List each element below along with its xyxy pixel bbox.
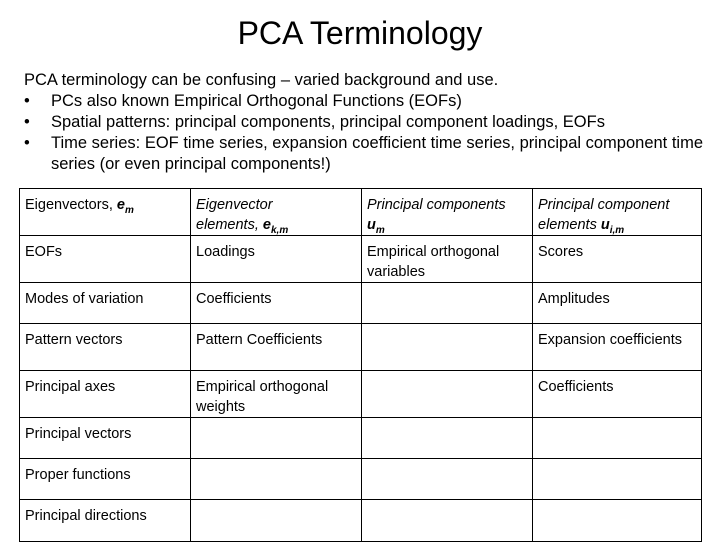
header-text: elements: [538, 216, 601, 233]
table-cell: [362, 500, 533, 542]
table-row: [20, 459, 702, 500]
table-cell: [362, 324, 533, 371]
page-title: PCA Terminology: [237, 15, 483, 51]
header-cell-principal-component-elements: [533, 189, 702, 236]
table-cell: Loadings: [191, 236, 362, 283]
bullet-item: [24, 133, 704, 175]
bullet-dot: •: [24, 92, 30, 110]
intro-text-block: [24, 70, 704, 175]
table-cell: Principal directions: [20, 500, 191, 542]
table-cell: Proper functions: [20, 459, 191, 500]
subscript: k,m: [270, 224, 289, 236]
table-cell: [533, 459, 702, 500]
table-row: [20, 324, 702, 371]
table-cell: [533, 418, 702, 459]
bullet-text: Time series: EOF time series, expansion coefficient time series, principal component time series (or even principal components!): [51, 134, 704, 173]
table-row: [20, 371, 702, 418]
symbol-u: u: [600, 216, 610, 233]
table-row: [20, 418, 702, 459]
header-cell-principal-components: [362, 189, 533, 236]
table-row: [20, 236, 702, 283]
table-row: [20, 283, 702, 324]
header-text: Principal components: [367, 197, 506, 213]
subscript: i,m: [609, 224, 625, 236]
table-cell: Empirical orthogonal variables: [362, 236, 533, 283]
table-cell: Scores: [533, 236, 702, 283]
table-cell: [191, 459, 362, 500]
table-cell: Empirical orthogonal weights: [191, 371, 362, 418]
table-cell: [533, 500, 702, 542]
terminology-table: [19, 188, 702, 542]
header-text: Principal component: [538, 197, 670, 213]
table-cell: [362, 418, 533, 459]
subscript: m: [375, 224, 385, 236]
header-cell-eigenvectors: [20, 189, 191, 236]
header-text: elements,: [196, 216, 263, 233]
header-text: Eigenvector: [196, 197, 273, 213]
bullet-text: PCs also known Empirical Orthogonal Functions (EOFs): [51, 92, 462, 110]
table-cell: EOFs: [20, 236, 191, 283]
table-header-row: [20, 189, 702, 236]
table-cell: [362, 459, 533, 500]
table-cell: Coefficients: [533, 371, 702, 418]
table-cell: Amplitudes: [533, 283, 702, 324]
table-row: [20, 500, 702, 542]
table-cell: Coefficients: [191, 283, 362, 324]
table-cell: Principal axes: [20, 371, 191, 418]
symbol-u: u: [367, 216, 376, 233]
table-cell: Expansion coefficients: [533, 324, 702, 371]
intro-lead: PCA terminology can be confusing – varied background and use.: [24, 71, 499, 89]
table-cell: Modes of variation: [20, 283, 191, 324]
bullet-text: Spatial patterns: principal components, principal component loadings, EOFs: [51, 113, 605, 131]
table-cell: [362, 283, 533, 324]
header-cell-eigenvector-elements: [191, 189, 362, 236]
bullet-dot: •: [24, 134, 30, 152]
table-cell: Principal vectors: [20, 418, 191, 459]
symbol-e: e: [116, 197, 125, 213]
table-cell: [362, 371, 533, 418]
table-cell: Pattern vectors: [20, 324, 191, 371]
header-text: Eigenvectors,: [25, 197, 117, 213]
bullet-dot: •: [24, 113, 30, 131]
table-cell: [191, 418, 362, 459]
bullet-item: [24, 91, 704, 112]
table-cell: Pattern Coefficients: [191, 324, 362, 371]
table-cell: [191, 500, 362, 542]
bullet-item: [24, 112, 704, 133]
subscript: m: [124, 204, 134, 216]
symbol-e: e: [262, 216, 271, 233]
